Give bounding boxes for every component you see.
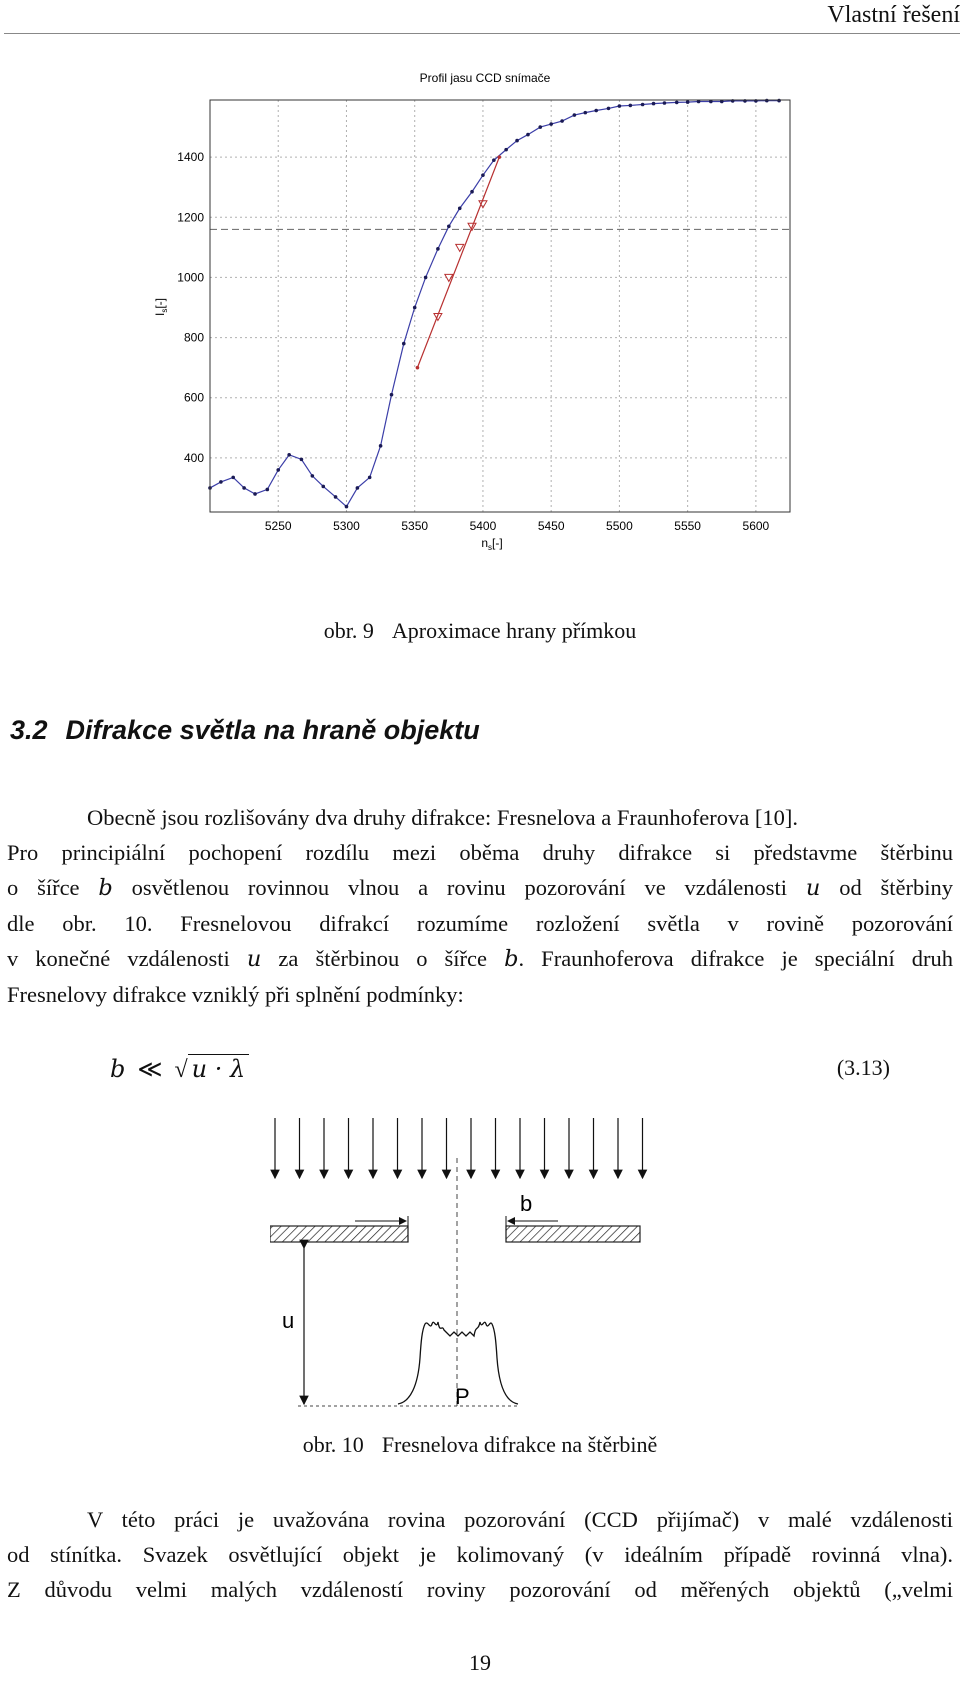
figure10-caption-text: Fresnelova difrakce na štěrbině — [381, 1432, 658, 1457]
measured-point — [594, 109, 598, 113]
y-tick-label: 600 — [183, 390, 204, 405]
measured-point — [300, 458, 304, 462]
measured-point — [436, 247, 440, 251]
figure10-caption — [0, 1432, 960, 1458]
measured-point — [447, 225, 451, 229]
paragraph-2-line-2: od stínítka. Svazek osvětlující objekt je kolimovaný (v ideálním případě rovinná vlna). — [7, 1542, 953, 1567]
paragraph-1-line-4: dle obr. 10. Fresnelovou difrakcí rozumíme rozložení světla v rovině pozorování — [7, 911, 953, 936]
x-tick-label: 5250 — [264, 519, 292, 533]
distance-label: u — [282, 1308, 295, 1333]
x-tick-label: 5450 — [537, 519, 565, 533]
measured-point — [345, 505, 349, 509]
y-tick-label: 1200 — [177, 210, 204, 225]
section-title: Difrakce světla na hraně objektu — [65, 715, 480, 745]
y-tick-label: 400 — [183, 450, 204, 465]
x-tick-label: 5300 — [333, 519, 360, 533]
measured-point — [311, 474, 315, 478]
incident-plane-wave-arrows — [275, 1118, 643, 1178]
figure9-caption-number: obr. 9 — [323, 618, 374, 643]
measured-point — [538, 125, 542, 129]
measured-point — [652, 102, 656, 106]
slit-width-label: b — [520, 1191, 533, 1216]
figure10-caption-number: obr. 10 — [302, 1432, 364, 1457]
measured-point — [777, 99, 781, 103]
paragraph-1 — [7, 800, 953, 1012]
x-tick-label: 5500 — [606, 519, 633, 533]
equation-lhs: b — [110, 1055, 126, 1083]
equation-radicand: u · λ — [188, 1054, 250, 1083]
measured-point — [663, 101, 667, 105]
chart-grid — [210, 100, 790, 512]
y-tick-label: 800 — [183, 330, 204, 345]
paragraph-1-line-1: Obecně jsou rozlišovány dva druhy difrakce: Fresnelova a Fraunhoferova [10]. — [87, 805, 799, 830]
measured-point — [390, 393, 394, 397]
observation-point-label: P — [455, 1384, 470, 1409]
chart-ticks — [177, 150, 769, 533]
measured-point — [321, 485, 325, 489]
measured-point — [470, 190, 474, 194]
measured-point — [266, 488, 270, 492]
measured-point — [424, 276, 428, 280]
measured-point — [504, 148, 508, 152]
approximation-endpoint — [498, 155, 502, 159]
measured-point — [583, 111, 587, 115]
measured-point — [607, 107, 611, 111]
measured-point — [492, 158, 496, 162]
measured-point — [231, 476, 235, 480]
measured-point — [560, 119, 564, 123]
measured-point — [219, 480, 223, 484]
chart-xlabel: $n_s[-]$ — [481, 536, 503, 552]
measured-point — [458, 206, 462, 210]
figure9-caption — [0, 618, 960, 644]
y-tick-label: 1000 — [177, 270, 204, 285]
paragraph-2 — [7, 1502, 953, 1607]
equation-radical: √ — [174, 1057, 188, 1083]
paragraph-2-line-3: Z důvodu velmi malých vzdáleností roviny pozorování od měřených objektů („velmi — [7, 1577, 953, 1602]
chart-plot-frame — [210, 100, 790, 512]
brightness-profile-chart — [140, 62, 820, 602]
header-rule — [4, 33, 960, 34]
approximation-line — [417, 157, 499, 368]
measured-point — [334, 495, 338, 499]
measured-point — [765, 99, 769, 103]
measured-point — [641, 103, 645, 107]
x-tick-label: 5350 — [401, 519, 429, 533]
paragraph-1-line-5: v konečné vzdálenosti u za štěrbinou o šířce b. Fraunhoferova difrakce je speciální druh — [7, 946, 954, 972]
measured-point — [402, 342, 406, 346]
chart-ylabel: $I_s[-]$ — [153, 297, 169, 317]
measured-point — [253, 492, 257, 496]
measured-point — [356, 486, 360, 490]
approximation-endpoint — [416, 366, 420, 370]
equation-3-13 — [110, 1055, 249, 1084]
x-tick-label: 5600 — [742, 519, 770, 533]
paragraph-1-line-2: Pro principiální pochopení rozdílu mezi oběma druhy difrakce si představme štěrbinu — [7, 840, 953, 865]
measured-point — [573, 113, 577, 117]
measured-point — [481, 173, 485, 177]
measured-point — [526, 133, 530, 137]
measured-point — [413, 306, 417, 310]
chart-series — [208, 99, 781, 509]
measured-point — [276, 468, 280, 472]
left-screen-hatch — [270, 1226, 408, 1242]
chart-title: Profil jasu CCD snímače — [419, 71, 551, 85]
page-number: 19 — [469, 1650, 491, 1675]
measured-point — [549, 122, 553, 126]
measured-point — [242, 486, 246, 490]
paragraph-1-line-3: o šířce b osvětlenou rovinnou vlnou a rovinu pozorování ve vzdálenosti u od štěrbiny — [7, 875, 953, 901]
measured-point — [368, 476, 372, 480]
measured-point — [515, 139, 519, 143]
measured-point — [675, 101, 679, 105]
x-tick-label: 5400 — [469, 519, 497, 533]
measured-point — [379, 444, 383, 448]
paragraph-1-line-6: Fresnelovy difrakce vzniklý při splnění podmínky: — [7, 982, 464, 1007]
measured-point — [629, 104, 633, 108]
equation-number: (3.13) — [836, 1055, 890, 1080]
paragraph-2-line-1: V této práci je uvažována rovina pozorování (CCD přijímač) v malé vzdálenosti — [87, 1507, 953, 1532]
running-head: Vlastní řešení — [827, 2, 960, 28]
measured-point — [618, 104, 622, 108]
y-tick-label: 1400 — [177, 150, 204, 165]
figure9-caption-text: Aproximace hrany přímkou — [391, 618, 637, 643]
x-tick-label: 5550 — [674, 519, 701, 533]
right-screen-hatch — [506, 1226, 640, 1242]
equation-relation: ≪ — [137, 1057, 163, 1083]
section-number: 3.2 — [10, 715, 48, 745]
measured-point — [686, 100, 690, 104]
measured-point — [287, 453, 291, 457]
slit-diffraction-diagram — [270, 1118, 690, 1418]
section-heading — [10, 715, 480, 746]
